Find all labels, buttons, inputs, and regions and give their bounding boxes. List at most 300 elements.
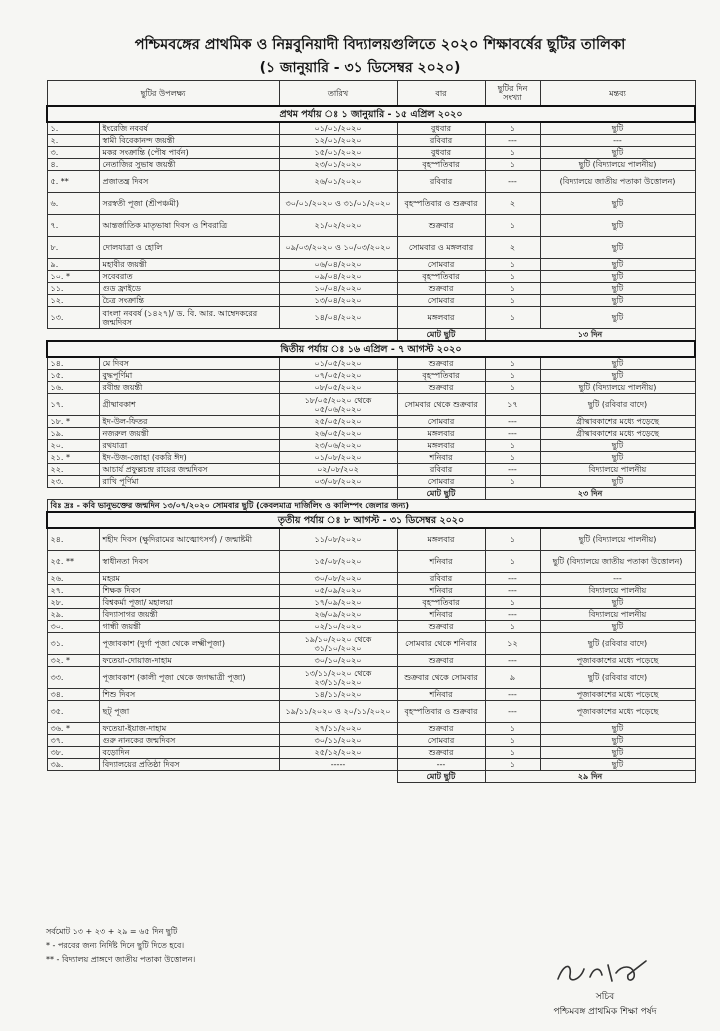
table-row — [47, 171, 695, 193]
row-number: ৩. — [47, 147, 99, 159]
row-date: ২৬/০১/২০২০ — [279, 171, 397, 193]
row-occasion: স্বাধীনতা দিবস — [99, 551, 279, 573]
row-count: ১ — [485, 259, 540, 271]
row-count: ১ — [485, 723, 540, 735]
row-day: সোমবার থেকে শুক্রবার — [397, 394, 485, 416]
table-row — [47, 723, 695, 735]
table-row — [47, 633, 695, 655]
row-day: সোমবার — [397, 295, 485, 307]
row-count: ১ — [485, 597, 540, 609]
table-row — [47, 464, 695, 476]
row-occasion: নেতাজির সুভাষ জয়ন্তী — [99, 159, 279, 171]
row-occasion: প্রজাতন্ত্র দিবস — [99, 171, 279, 193]
row-number: ৭. — [47, 215, 99, 237]
table-row — [47, 215, 695, 237]
row-date: ০৫/০৯/২০২০ — [279, 585, 397, 597]
row-day: বৃহস্পতিবার ও শুক্রবার — [397, 193, 485, 215]
phase1-total-value: ১৩ দিন — [485, 329, 695, 342]
table-row — [47, 394, 695, 416]
row-remarks: পূজাবকাশের মধ্যে পড়েছে — [540, 655, 695, 667]
row-count: ১ — [485, 528, 540, 551]
row-occasion: ছট্ পূজা — [99, 701, 279, 723]
row-number: ১৮. * — [47, 416, 99, 428]
row-date: ২১/০২/২০২০ — [279, 215, 397, 237]
row-remarks: ছুটি — [540, 759, 695, 771]
row-occasion: গুরু নানকের জন্মদিবস — [99, 735, 279, 747]
row-date: ১০/০৪/২০২০ — [279, 283, 397, 295]
row-count: ১ — [485, 621, 540, 633]
row-date: ১৩/০৪/২০২০ — [279, 295, 397, 307]
table-row — [47, 283, 695, 295]
table-row — [47, 452, 695, 464]
row-number: ২৩. — [47, 476, 99, 488]
row-occasion: চৈত্র সংক্রান্তি — [99, 295, 279, 307]
row-occasion: রথযাত্রা — [99, 440, 279, 452]
row-remarks: ছুটি — [540, 271, 695, 283]
row-count: ১২ — [485, 633, 540, 655]
row-date: ৩০/০৮/২০২০ — [279, 573, 397, 585]
row-remarks: ছুটি — [540, 307, 695, 329]
row-count: --- — [485, 464, 540, 476]
footnotes — [46, 925, 195, 967]
row-day: সোমবার — [397, 259, 485, 271]
phase3-total-value: ২৯ দিন — [485, 771, 695, 783]
phase2-heading-row — [47, 341, 695, 357]
row-occasion: আন্তর্জাতিক মাতৃভাষা দিবস ও শিবরাত্রি — [99, 215, 279, 237]
phase1-total-row — [47, 329, 695, 342]
single-star-note: * - পরবের জন্য নির্দিষ্ট দিনে ছুটি দিতে হবে। — [46, 941, 185, 950]
row-date: ০১/০৫/২০২০ — [279, 357, 397, 370]
phase2-body — [47, 341, 695, 512]
table-row — [47, 689, 695, 701]
row-number: ১৫. — [47, 370, 99, 382]
document-title: পশ্চিমবঙ্গের প্রাথমিক ও নিম্নবুনিয়াদী বিদ্যালয়গুলিতে ২০২০ শিক্ষাবর্ষের ছুটির তালিকা — [134, 37, 626, 53]
row-date: ১৮/০৫/২০২০ থেকে ০৫/০৬/২০২০ — [279, 394, 397, 416]
row-date: ০৯/০৪/২০২০ — [279, 271, 397, 283]
row-remarks: ছুটি — [540, 370, 695, 382]
row-day: বৃহস্পতিবার — [397, 159, 485, 171]
phase2-total-value: ২৩ দিন — [485, 488, 695, 500]
row-remarks: ছুটি (রবিবার বাদে) — [540, 633, 695, 655]
signature-office: পশ্চিমবঙ্গ প্রাথমিক শিক্ষা পর্ষদ — [553, 1007, 657, 1017]
row-occasion: বুদ্ধপূর্ণিমা — [99, 370, 279, 382]
row-day: বুধবার — [397, 122, 485, 135]
phase2-note: বিঃ দ্রঃ - কবি ভানুভক্তের জন্মদিন ১৩/০৭/২০২০ সোমবার ছুটি (কেবলমাত্র দার্জিলিং ও কালিম্পং জেলার জন্য) — [47, 500, 695, 513]
row-number: ২১. * — [47, 452, 99, 464]
row-date: ৩০/১০/২০২০ — [279, 655, 397, 667]
signature-scribble — [550, 955, 660, 989]
row-remarks: ছুটি — [540, 283, 695, 295]
row-day: শনিবার — [397, 551, 485, 573]
table-row — [47, 528, 695, 551]
row-count: --- — [485, 585, 540, 597]
table-row — [47, 759, 695, 771]
row-number: ২৯. — [47, 609, 99, 621]
table-row — [47, 735, 695, 747]
table-row — [47, 667, 695, 689]
row-date: ১৪/১১/২০২০ — [279, 689, 397, 701]
row-count: --- — [485, 655, 540, 667]
phase2-total-row — [47, 488, 695, 500]
table-row — [47, 295, 695, 307]
row-number: ৩৪. — [47, 689, 99, 701]
row-count: ১ — [485, 382, 540, 394]
row-remarks: (বিদ্যালয়ে জাতীয় পতাকা উত্তোলন) — [540, 171, 695, 193]
row-remarks: ছুটি — [540, 215, 695, 237]
row-number: ৬. — [47, 193, 99, 215]
row-date: ০৯/০৩/২০২০ ও ১০/০৩/২০২০ — [279, 237, 397, 259]
row-remarks: পূজাবকাশের মধ্যে পড়েছে — [540, 701, 695, 723]
row-count: ১ — [485, 307, 540, 329]
row-remarks: ছুটি — [540, 440, 695, 452]
row-number: ৮. — [47, 237, 99, 259]
row-date: ----- — [279, 759, 397, 771]
row-occasion: রাখি পূর্ণিমা — [99, 476, 279, 488]
row-day: বুধবার — [397, 147, 485, 159]
row-number: ১০. * — [47, 271, 99, 283]
row-count: ১ — [485, 215, 540, 237]
table-row — [47, 159, 695, 171]
table-row — [47, 609, 695, 621]
row-number: ৯. — [47, 259, 99, 271]
row-remarks: বিদ্যালয়ে পালনীয় — [540, 585, 695, 597]
row-day: শুক্রবার — [397, 283, 485, 295]
phase1-heading-row — [47, 106, 695, 122]
row-number: ২৭. — [47, 585, 99, 597]
row-occasion: পূজাবকাশ (দুর্গা পূজা থেকে লক্ষ্মীপূজা) — [99, 633, 279, 655]
row-count: --- — [485, 171, 540, 193]
row-date: ১২/০১/২০২০ — [279, 135, 397, 147]
row-remarks: ছুটি — [540, 295, 695, 307]
row-number: ১২. — [47, 295, 99, 307]
row-occasion: রবীন্দ্র জয়ন্তী — [99, 382, 279, 394]
row-date: ১৫/০৮/২০২০ — [279, 551, 397, 573]
row-count: ১ — [485, 759, 540, 771]
row-day: রবিবার — [397, 171, 485, 193]
table-row — [47, 259, 695, 271]
row-date: ২৫/১২/২০২০ — [279, 747, 397, 759]
row-count: ১ — [485, 476, 540, 488]
row-count: ১ — [485, 357, 540, 370]
row-count: ১৭ — [485, 394, 540, 416]
table-row — [47, 428, 695, 440]
header-day: বার — [397, 81, 485, 107]
row-day: শুক্রবার — [397, 747, 485, 759]
row-day: শুক্রবার থেকে সোমবার — [397, 667, 485, 689]
row-remarks: ছুটি (বিদ্যালয়ে জাতীয় পতাকা উত্তোলন) — [540, 551, 695, 573]
row-remarks: বিদ্যালয়ে পালনীয় — [540, 464, 695, 476]
row-day: রবিবার — [397, 573, 485, 585]
row-day: বৃহস্পতিবার ও শুক্রবার — [397, 701, 485, 723]
row-remarks: --- — [540, 135, 695, 147]
row-occasion: স্বামী বিবেকানন্দ জয়ন্তী — [99, 135, 279, 147]
row-occasion: বিদ্যাসাগর জয়ন্তী — [99, 609, 279, 621]
row-number: ১৯. — [47, 428, 99, 440]
table-row — [47, 370, 695, 382]
row-remarks: বিদ্যালয়ে পালনীয় — [540, 609, 695, 621]
row-remarks: ছুটি (রবিবার বাদে) — [540, 667, 695, 689]
row-count: ১ — [485, 735, 540, 747]
row-count: ১ — [485, 271, 540, 283]
row-occasion: মহরম — [99, 573, 279, 585]
row-day: শুক্রবার — [397, 382, 485, 394]
phase3-title: তৃতীয় পর্যায় ঃ ৮ আগস্ট - ৩১ ডিসেম্বর ২০২০ — [47, 512, 695, 528]
total-spacer — [47, 771, 397, 783]
row-date: ২৭/১১/২০২০ — [279, 723, 397, 735]
row-count: ৯ — [485, 667, 540, 689]
row-date: ০৬/০৪/২০২০ — [279, 259, 397, 271]
row-day: বৃহস্পতিবার — [397, 271, 485, 283]
row-date: ২৬/০৯/২০২০ — [279, 609, 397, 621]
table-header-row — [47, 81, 695, 107]
row-occasion: বিদ্যালয়ের প্রতিষ্ঠা দিবস — [99, 759, 279, 771]
total-spacer — [47, 329, 397, 342]
row-remarks: ছুটি — [540, 621, 695, 633]
row-remarks: ছুটি — [540, 735, 695, 747]
row-date: ২৩/০৬/২০২০ — [279, 440, 397, 452]
row-day: শুক্রবার — [397, 215, 485, 237]
row-number: ২৮. — [47, 597, 99, 609]
header-remarks: মন্তব্য — [540, 81, 695, 107]
row-day: সোমবার — [397, 416, 485, 428]
row-number: ৩৭. — [47, 735, 99, 747]
row-day: শুক্রবার — [397, 723, 485, 735]
row-day: রবিবার — [397, 464, 485, 476]
row-remarks: ছুটি — [540, 259, 695, 271]
phase1-title: প্রথম পর্যায় ঃ ১ জানুয়ারি - ১৫ এপ্রিল ২০২০ — [47, 106, 695, 122]
row-count: --- — [485, 609, 540, 621]
row-remarks: ছুটি — [540, 747, 695, 759]
row-number: ২৬. — [47, 573, 99, 585]
row-number: ৪. — [47, 159, 99, 171]
row-occasion: ইংরেজি নববর্ষ — [99, 122, 279, 135]
table-row — [47, 621, 695, 633]
row-remarks: গ্রীষ্মাবকাশের মধ্যে পড়েছে — [540, 416, 695, 428]
row-day: শনিবার — [397, 609, 485, 621]
row-remarks: ছুটি — [540, 147, 695, 159]
row-occasion: ইদ-উজ-জোহা (বকরি ঈদ) — [99, 452, 279, 464]
row-day: বৃহস্পতিবার — [397, 370, 485, 382]
row-number: ১৭. — [47, 394, 99, 416]
row-date: ৩০/০১/২০২০ ও ৩১/০১/২০২০ — [279, 193, 397, 215]
row-remarks: ছুটি (রবিবার বাদে) — [540, 394, 695, 416]
row-number: ২০. — [47, 440, 99, 452]
row-remarks: ছুটি — [540, 193, 695, 215]
row-date: ০৭/০৫/২০২০ — [279, 370, 397, 382]
phase3-heading-row — [47, 512, 695, 528]
phase3-total-label: মোট ছুটি — [397, 771, 485, 783]
row-date: ১৪/০৪/২০২০ — [279, 307, 397, 329]
row-date: ০১/০১/২০২০ — [279, 122, 397, 135]
phase1-body — [47, 106, 695, 341]
row-remarks: ছুটি (বিদ্যালয়ে পালনীয়) — [540, 159, 695, 171]
row-count: --- — [485, 573, 540, 585]
row-date: ২৩/০১/২০২০ — [279, 159, 397, 171]
table-row — [47, 135, 695, 147]
row-day: শুক্রবার — [397, 655, 485, 667]
row-remarks: ছুটি — [540, 237, 695, 259]
row-remarks: গ্রীষ্মাবকাশের মধ্যে পড়েছে — [540, 428, 695, 440]
row-day: বৃহস্পতিবার — [397, 597, 485, 609]
phase2-title: দ্বিতীয় পর্যায় ঃ ১৬ এপ্রিল - ৭ আগস্ট ২০২০ — [47, 341, 695, 357]
row-remarks: ছুটি — [540, 357, 695, 370]
row-number: ২. — [47, 135, 99, 147]
table-row — [47, 747, 695, 759]
document-subtitle: (১ জানুয়ারি - ৩১ ডিসেম্বর ২০২০) — [259, 60, 461, 76]
row-remarks: --- — [540, 573, 695, 585]
table-row — [47, 307, 695, 329]
row-date: ১৫/০১/২০২০ — [279, 147, 397, 159]
table-row — [47, 476, 695, 488]
row-count: ২ — [485, 237, 540, 259]
row-day: শুক্রবার — [397, 357, 485, 370]
row-count: --- — [485, 689, 540, 701]
phase1-total-label: মোট ছুটি — [397, 329, 485, 342]
row-day: মঙ্গলবার — [397, 528, 485, 551]
phase2-note-row — [47, 500, 695, 513]
row-occasion: সরস্বতী পূজা (শ্রীপঞ্চমী) — [99, 193, 279, 215]
row-occasion: ইদ-উল-ফিতর — [99, 416, 279, 428]
table-row — [47, 585, 695, 597]
table-row — [47, 551, 695, 573]
row-number: ১. — [47, 122, 99, 135]
row-number: ১৪. — [47, 357, 99, 370]
header-count: ছুটির দিন সংখ্যা — [485, 81, 540, 107]
row-number: ২৪. — [47, 528, 99, 551]
row-number: ৩১. — [47, 633, 99, 655]
row-number: ৩৮. — [47, 747, 99, 759]
row-occasion: বড়োদিন — [99, 747, 279, 759]
holiday-table — [46, 80, 696, 783]
row-number: ৩০. — [47, 621, 99, 633]
table-row — [47, 271, 695, 283]
signature-designation: সচিব — [595, 992, 615, 1002]
header-date: তারিখ — [279, 81, 397, 107]
table-row — [47, 237, 695, 259]
row-date: ১৯/১১/২০২০ ও ২০/১১/২০২০ — [279, 701, 397, 723]
row-occasion: মে দিবস — [99, 357, 279, 370]
row-count: --- — [485, 428, 540, 440]
row-occasion: শিশু দিবস — [99, 689, 279, 701]
row-occasion: গুড ফ্রাইডে — [99, 283, 279, 295]
row-count: ১ — [485, 147, 540, 159]
row-occasion: গ্রীষ্মাবকাশ — [99, 394, 279, 416]
row-remarks: ছুটি — [540, 597, 695, 609]
row-number: ২২. — [47, 464, 99, 476]
phase2-total-label: মোট ছুটি — [397, 488, 485, 500]
grand-total-note: সর্বমোট ১৩ + ২৩ + ২৯ = ৬৫ দিন ছুটি — [46, 927, 178, 936]
row-date: ২৫/০৫/২০২০ — [279, 416, 397, 428]
row-occasion: বাংলা নববর্ষ (১৪২৭)/ ড. বি. আর. আম্বেদকরের জন্মদিবস — [99, 307, 279, 329]
row-remarks: ছুটি — [540, 476, 695, 488]
row-count: ১ — [485, 551, 540, 573]
table-row — [47, 440, 695, 452]
row-count: --- — [485, 416, 540, 428]
row-remarks: ছুটি — [540, 122, 695, 135]
row-count: ১ — [485, 370, 540, 382]
row-occasion: ফতেয়া-দোয়াজ-দাহাম — [99, 655, 279, 667]
table-row — [47, 701, 695, 723]
row-day: শুক্রবার — [397, 621, 485, 633]
phase3-total-row — [47, 771, 695, 783]
row-date: ৩০/১১/২০২০ — [279, 735, 397, 747]
row-date: ০৮/০৫/২০২০ — [279, 382, 397, 394]
row-day: মঙ্গলবার — [397, 428, 485, 440]
row-remarks: ছুটি — [540, 723, 695, 735]
row-occasion: শহীদ দিবস (ক্ষুদিরামের আত্মোৎসর্গ) / জন্মাষ্টমী — [99, 528, 279, 551]
row-count: ১ — [485, 283, 540, 295]
row-remarks: ছুটি (বিদ্যালয়ে পালনীয়) — [540, 382, 695, 394]
table-row — [47, 655, 695, 667]
table-row — [47, 573, 695, 585]
row-remarks: পূজাবকাশের মধ্যে পড়েছে — [540, 689, 695, 701]
row-count: ১ — [485, 295, 540, 307]
row-day: সোমবার — [397, 735, 485, 747]
row-occasion: বিশ্বকর্মা পূজা/ মহালয়া — [99, 597, 279, 609]
row-date: ১৩/১১/২০২০ থেকে ২৩/১১/২০২০ — [279, 667, 397, 689]
signature-block — [520, 955, 690, 1019]
row-day: শনিবার — [397, 689, 485, 701]
row-occasion: শিক্ষক দিবস — [99, 585, 279, 597]
table-row — [47, 193, 695, 215]
table-row — [47, 597, 695, 609]
row-date: ১৭/০৯/২০২০ — [279, 597, 397, 609]
row-number: ২৫. ** — [47, 551, 99, 573]
table-row — [47, 122, 695, 135]
row-count: ১ — [485, 452, 540, 464]
row-occasion: দোলযাত্রা ও হোলি — [99, 237, 279, 259]
row-day: সোমবার — [397, 476, 485, 488]
row-count: ১ — [485, 747, 540, 759]
row-day: --- — [397, 759, 485, 771]
row-day: শনিবার — [397, 585, 485, 597]
row-number: ৩৫. — [47, 701, 99, 723]
row-date: ১৯/১০/২০২০ থেকে ৩১/১০/২০২০ — [279, 633, 397, 655]
row-day: রবিবার — [397, 135, 485, 147]
row-date: ১১/০৮/২০২০ — [279, 528, 397, 551]
table-row — [47, 382, 695, 394]
row-count: ২ — [485, 193, 540, 215]
total-spacer — [47, 488, 397, 500]
row-number: ৩২. * — [47, 655, 99, 667]
row-number: ৩৩. — [47, 667, 99, 689]
row-date: ০১/০৮/২০২০ — [279, 452, 397, 464]
row-number: ৫. ** — [47, 171, 99, 193]
table-row — [47, 416, 695, 428]
row-occasion: সবেবরাত — [99, 271, 279, 283]
row-number: ৩৯. — [47, 759, 99, 771]
row-date: ০২/০৮/২০২ — [279, 464, 397, 476]
row-count: --- — [485, 701, 540, 723]
phase3-body — [47, 512, 695, 783]
row-occasion: গান্ধী জয়ন্তী — [99, 621, 279, 633]
row-number: ১৬. — [47, 382, 99, 394]
row-date: ০৩/০৮/২০২০ — [279, 476, 397, 488]
row-number: ৩৬. * — [47, 723, 99, 735]
row-remarks: ছুটি (বিদ্যালয়ে পালনীয়) — [540, 528, 695, 551]
row-count: ১ — [485, 122, 540, 135]
row-number: ১১. — [47, 283, 99, 295]
row-day: মঙ্গলবার — [397, 307, 485, 329]
row-date: ০২/১০/২০২০ — [279, 621, 397, 633]
row-occasion: ফতেয়া-ইয়াজ-দাহাম — [99, 723, 279, 735]
table-row — [47, 357, 695, 370]
double-star-note: ** - বিদ্যালয় প্রাঙ্গণে জাতীয় পতাকা উত্তোলন। — [46, 955, 196, 964]
row-occasion: মকর সংক্রান্তি (পৌষ পার্বন) — [99, 147, 279, 159]
row-occasion: নজরুল জয়ন্তী — [99, 428, 279, 440]
row-occasion: পূজাবকাশ (কালী পূজা থেকে জগদ্ধাত্রী পূজা) — [99, 667, 279, 689]
row-day: সোমবার থেকে শনিবার — [397, 633, 485, 655]
